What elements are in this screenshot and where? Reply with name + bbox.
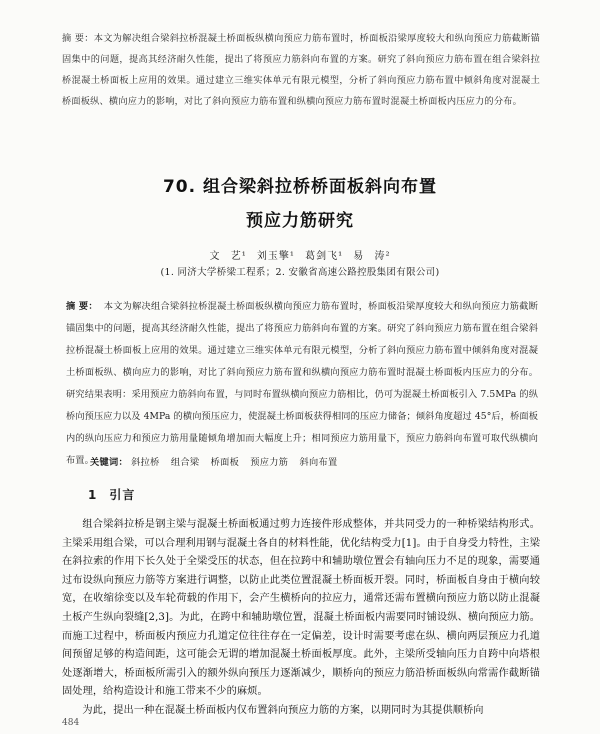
previous-page-abstract-bleedthrough: 摘 要：本文为解决组合梁斜拉桥混凝土桥面板纵横向预应力筋布置时，桥面板沿梁厚度较大和纵向预应力筋截断锚固集中的问题，提高其经济耐久性能，提出了将预应力筋斜向布置的方案。研究了斜向预应力筋布置在组合梁斜拉桥混凝土桥面板上应用的效果。通过建立三维实体单元有限元模型，分析了斜向预应力筋布置中倾斜角度对混凝土桥面板纵、横向应力的影响，对比了斜向预应力筋布置和纵横向预应力筋布置时混凝土桥面板内压应力的分布。 <box>62 33 540 107</box>
author-affiliation: (1. 同济大学桥梁工程系；2. 安徽省高速公路控股集团有限公司) <box>160 267 440 278</box>
abstract <box>66 296 538 472</box>
paper-title-line-2: 预应力筋研究 <box>246 211 354 231</box>
abstract-label: 摘 要： <box>66 301 98 312</box>
section-number: 1 <box>88 488 98 502</box>
body-paragraph: 组合梁斜拉桥是钢主梁与混凝土桥面板通过剪力连接件形成整体，并共同受力的一种桥梁结构形式。主梁采用组合梁，可以合理利用钢与混凝土各自的材料性能，优化结构受力[1]。由于自身受力特性，主梁在斜拉索的作用下长久处于全梁受压的状态，但在拉跨中和辅助墩位置会有轴向压力不足的现象，需要通过布设纵向预应力筋等方案进行调整，以防止此类位置混凝土桥面板开裂。同时，桥面板自身由于横向较宽，在收缩徐变以及车轮荷载的作用下，会产生横桥向的拉应力，通常还需布置横向预应力筋以防止混凝土板产生纵向裂缝[2,3]。为此，在跨中和辅助墩位置，混凝土桥面板内需要同时铺设纵、横向预应力筋。而施工过程中，桥面板内预应力孔道定位往往存在一定偏差，设计时需要考虑在纵、横向两层预应力孔道间预留足够的构造间距，这可能会无谓的增加混凝土桥面板厚度。此外，主梁所受轴向压力自跨中向塔根处逐渐增大，桥面板所需引入的额外纵向预压力逐渐减少，顺桥向的预应力筋沿桥面板纵向常需作截断锚固处理，给构造设计和施工带来不少的麻烦。 <box>62 519 540 698</box>
keywords <box>90 454 540 468</box>
keyword: 桥面板 <box>210 457 240 468</box>
keyword: 组合梁 <box>170 457 200 468</box>
keywords-label: 关键词： <box>90 457 128 468</box>
keyword: 预应力筋 <box>250 457 289 468</box>
body-paragraph: 为此，提出一种在混凝土桥面板内仅布置斜向预应力筋的方案，以期同时为其提供顺桥向 <box>82 704 484 716</box>
abstract-text: 本文为解决组合梁斜拉桥混凝土桥面板纵横向预应力筋布置时，桥面板沿梁厚度较大和纵向预应力筋截断锚固集中的问题，提高其经济耐久性能，提出了将预应力筋斜向布置的方案。研究了斜向预应力筋布置在组合梁斜拉桥混凝土桥面板上应用的效果。通过建立三维实体单元有限元模型，分析了斜向预应力筋布置中倾斜角度对混凝土桥面板纵、横向应力的影响，对比了斜向预应力筋布置和纵横向预应力筋布置时混凝土桥面板内压应力的分布。研究结果表明：采用预应力筋斜向布置，与同时布置纵横向预应力筋相比，仍可为混凝土桥面板引入 7.5MPa 的纵桥向预压应力以及 4MPa 的横向预压应力，使混凝土桥面板获得相同的压应力储备；倾斜角度超过 45°后，桥面板内的纵向压应力和预应力筋用量随倾角增加而大幅度上升；相同预应力筋用量下，预应力筋斜向布置可取代纵横向布置。 <box>66 301 538 466</box>
keyword: 斜向布置 <box>299 457 338 468</box>
author-list: 文 艺¹ 刘玉擎¹ 葛剑飞¹ 易 涛² <box>209 251 391 262</box>
keyword: 斜拉桥 <box>131 457 160 468</box>
paper-title-line-1: 70. 组合梁斜拉桥桥面板斜向布置 <box>162 177 438 197</box>
section-heading <box>88 486 135 503</box>
page-number: 484 <box>62 718 80 728</box>
body-text <box>62 516 540 721</box>
section-title: 引言 <box>109 488 136 502</box>
